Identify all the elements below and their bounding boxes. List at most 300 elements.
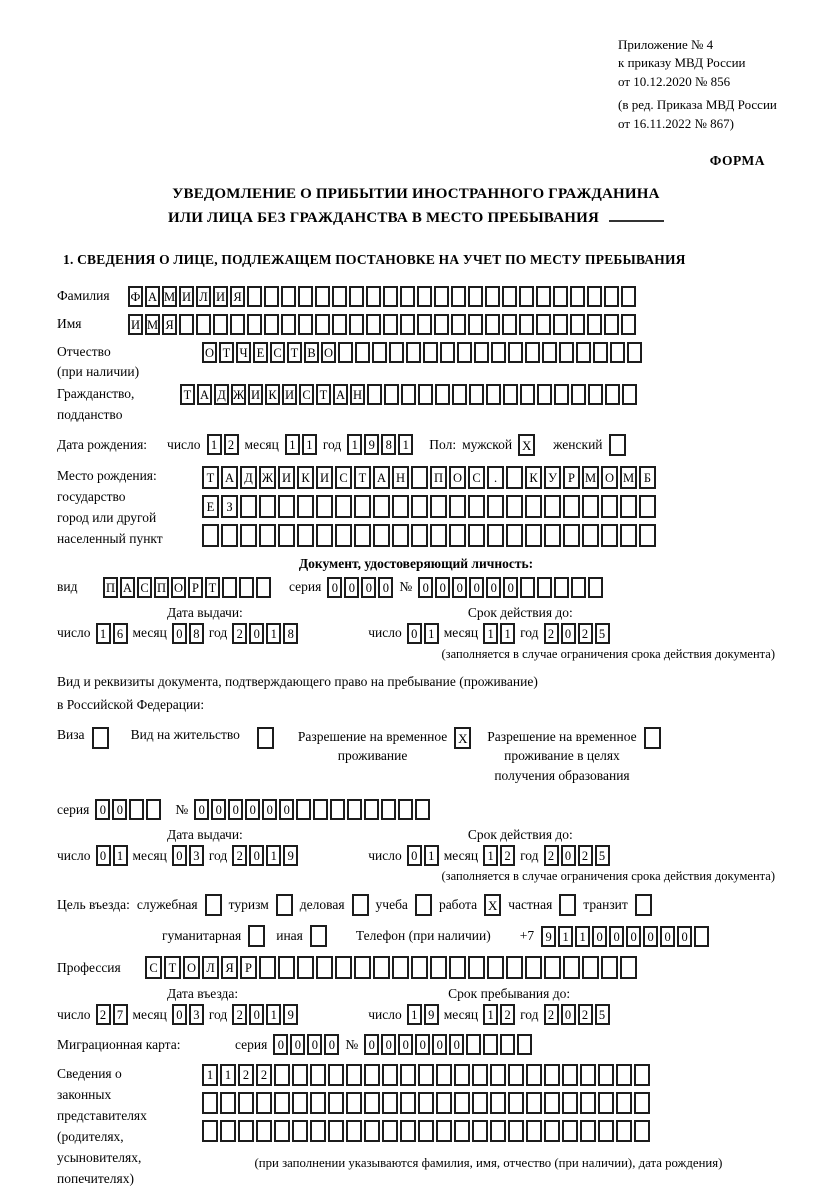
char-cell[interactable]: [315, 286, 330, 307]
char-cell[interactable]: [468, 495, 485, 518]
char-cell[interactable]: [430, 495, 447, 518]
char-cell[interactable]: [610, 342, 625, 363]
char-cell[interactable]: [520, 384, 535, 405]
char-cell[interactable]: [129, 799, 144, 820]
char-cell[interactable]: [468, 956, 485, 979]
char-cell[interactable]: [247, 286, 262, 307]
char-cell[interactable]: [582, 524, 599, 547]
char-cell[interactable]: [519, 314, 534, 335]
char-cell[interactable]: [278, 956, 295, 979]
char-cell[interactable]: [474, 342, 489, 363]
char-cell[interactable]: [587, 314, 602, 335]
char-cell[interactable]: 1: [424, 623, 439, 644]
char-cell[interactable]: Е: [253, 342, 268, 363]
char-cell[interactable]: [544, 1120, 560, 1142]
char-cell[interactable]: [417, 314, 432, 335]
char-cell[interactable]: [383, 286, 398, 307]
char-cell[interactable]: А: [221, 466, 238, 489]
char-cell[interactable]: [563, 495, 580, 518]
char-cell[interactable]: [220, 1092, 236, 1114]
char-cell[interactable]: 9: [364, 434, 379, 455]
char-cell[interactable]: 3: [189, 845, 204, 866]
checkbox-cell[interactable]: [415, 894, 432, 916]
char-cell[interactable]: [436, 1120, 452, 1142]
char-cell[interactable]: [537, 384, 552, 405]
char-cell[interactable]: [315, 314, 330, 335]
char-cell[interactable]: [502, 314, 517, 335]
char-cell[interactable]: [468, 524, 485, 547]
char-cell[interactable]: Б: [639, 466, 656, 489]
char-cell[interactable]: У: [544, 466, 561, 489]
char-cell[interactable]: О: [202, 342, 217, 363]
char-cell[interactable]: [622, 384, 637, 405]
char-cell[interactable]: [621, 314, 636, 335]
char-cell[interactable]: [502, 286, 517, 307]
char-cell[interactable]: П: [430, 466, 447, 489]
char-cell[interactable]: 0: [449, 1034, 464, 1055]
char-cell[interactable]: З: [221, 495, 238, 518]
char-cell[interactable]: [487, 524, 504, 547]
char-cell[interactable]: 5: [595, 845, 610, 866]
char-cell[interactable]: [310, 1120, 326, 1142]
char-cell[interactable]: [451, 314, 466, 335]
char-cell[interactable]: [536, 286, 551, 307]
char-cell[interactable]: С: [468, 466, 485, 489]
char-cell[interactable]: [430, 956, 447, 979]
char-cell[interactable]: 2: [232, 1004, 247, 1025]
char-cell[interactable]: [526, 1064, 542, 1086]
char-cell[interactable]: [364, 799, 379, 820]
char-cell[interactable]: Р: [563, 466, 580, 489]
char-cell[interactable]: [230, 314, 245, 335]
char-cell[interactable]: [542, 342, 557, 363]
char-cell[interactable]: С: [299, 384, 314, 405]
char-cell[interactable]: И: [179, 286, 194, 307]
char-cell[interactable]: [620, 495, 637, 518]
char-cell[interactable]: К: [265, 384, 280, 405]
char-cell[interactable]: Н: [392, 466, 409, 489]
char-cell[interactable]: [278, 524, 295, 547]
char-cell[interactable]: [372, 342, 387, 363]
char-cell[interactable]: [490, 1092, 506, 1114]
char-cell[interactable]: [256, 1120, 272, 1142]
char-cell[interactable]: [526, 1092, 542, 1114]
char-cell[interactable]: 8: [189, 623, 204, 644]
char-cell[interactable]: 1: [285, 434, 300, 455]
char-cell[interactable]: [355, 342, 370, 363]
char-cell[interactable]: [525, 956, 542, 979]
char-cell[interactable]: 2: [500, 1004, 515, 1025]
char-cell[interactable]: А: [145, 286, 160, 307]
char-cell[interactable]: О: [171, 577, 186, 598]
char-cell[interactable]: [373, 524, 390, 547]
char-cell[interactable]: Д: [240, 466, 257, 489]
char-cell[interactable]: 0: [95, 799, 110, 820]
char-cell[interactable]: [593, 342, 608, 363]
char-cell[interactable]: [601, 956, 618, 979]
char-cell[interactable]: [274, 1120, 290, 1142]
char-cell[interactable]: Я: [162, 314, 177, 335]
char-cell[interactable]: [430, 524, 447, 547]
char-cell[interactable]: [281, 314, 296, 335]
char-cell[interactable]: [454, 1064, 470, 1086]
char-cell[interactable]: [298, 314, 313, 335]
char-cell[interactable]: [418, 1120, 434, 1142]
char-cell[interactable]: 0: [249, 845, 264, 866]
char-cell[interactable]: [503, 384, 518, 405]
char-cell[interactable]: [537, 577, 552, 598]
temporary-checkbox[interactable]: [454, 727, 471, 749]
char-cell[interactable]: [553, 314, 568, 335]
char-cell[interactable]: Д: [214, 384, 229, 405]
char-cell[interactable]: 1: [398, 434, 413, 455]
checkbox-cell[interactable]: [559, 894, 576, 916]
char-cell[interactable]: [440, 342, 455, 363]
char-cell[interactable]: [349, 286, 364, 307]
char-cell[interactable]: [392, 495, 409, 518]
char-cell[interactable]: 0: [592, 926, 607, 947]
char-cell[interactable]: И: [128, 314, 143, 335]
char-cell[interactable]: 0: [677, 926, 692, 947]
char-cell[interactable]: 0: [626, 926, 641, 947]
char-cell[interactable]: [616, 1092, 632, 1114]
char-cell[interactable]: [400, 1120, 416, 1142]
char-cell[interactable]: [292, 1120, 308, 1142]
char-cell[interactable]: [457, 342, 472, 363]
char-cell[interactable]: [316, 956, 333, 979]
char-cell[interactable]: [544, 524, 561, 547]
char-cell[interactable]: 5: [595, 1004, 610, 1025]
char-cell[interactable]: 2: [578, 623, 593, 644]
checkbox-cell[interactable]: [92, 727, 109, 749]
char-cell[interactable]: 0: [279, 799, 294, 820]
char-cell[interactable]: [423, 342, 438, 363]
char-cell[interactable]: [310, 1092, 326, 1114]
char-cell[interactable]: 0: [96, 845, 111, 866]
char-cell[interactable]: Ж: [231, 384, 246, 405]
char-cell[interactable]: [274, 1064, 290, 1086]
char-cell[interactable]: [259, 524, 276, 547]
char-cell[interactable]: [598, 1064, 614, 1086]
char-cell[interactable]: [525, 524, 542, 547]
checkbox-cell[interactable]: [352, 894, 369, 916]
char-cell[interactable]: [487, 495, 504, 518]
char-cell[interactable]: [238, 1092, 254, 1114]
char-cell[interactable]: [483, 1034, 498, 1055]
char-cell[interactable]: [259, 956, 276, 979]
purpose-work-checkbox[interactable]: [484, 894, 501, 916]
char-cell[interactable]: [562, 1120, 578, 1142]
char-cell[interactable]: И: [316, 466, 333, 489]
char-cell[interactable]: [328, 1064, 344, 1086]
char-cell[interactable]: 0: [486, 577, 501, 598]
checkbox-cell[interactable]: X: [484, 894, 501, 916]
char-cell[interactable]: [196, 314, 211, 335]
char-cell[interactable]: [472, 1092, 488, 1114]
char-cell[interactable]: [627, 342, 642, 363]
char-cell[interactable]: [256, 577, 271, 598]
char-cell[interactable]: [281, 286, 296, 307]
char-cell[interactable]: [486, 384, 501, 405]
char-cell[interactable]: 2: [544, 845, 559, 866]
char-cell[interactable]: [544, 1064, 560, 1086]
char-cell[interactable]: 2: [578, 1004, 593, 1025]
char-cell[interactable]: [401, 384, 416, 405]
char-cell[interactable]: [587, 286, 602, 307]
char-cell[interactable]: 0: [290, 1034, 305, 1055]
char-cell[interactable]: Т: [205, 577, 220, 598]
char-cell[interactable]: 2: [96, 1004, 111, 1025]
char-cell[interactable]: 2: [578, 845, 593, 866]
char-cell[interactable]: [297, 495, 314, 518]
char-cell[interactable]: [588, 384, 603, 405]
char-cell[interactable]: [389, 342, 404, 363]
char-cell[interactable]: 2: [232, 845, 247, 866]
char-cell[interactable]: Р: [240, 956, 257, 979]
checkbox-cell[interactable]: [310, 925, 327, 947]
char-cell[interactable]: Я: [221, 956, 238, 979]
char-cell[interactable]: [354, 956, 371, 979]
char-cell[interactable]: [381, 799, 396, 820]
char-cell[interactable]: [436, 1064, 452, 1086]
checkbox-cell[interactable]: [635, 894, 652, 916]
char-cell[interactable]: [472, 1120, 488, 1142]
char-cell[interactable]: [264, 314, 279, 335]
char-cell[interactable]: 2: [544, 1004, 559, 1025]
char-cell[interactable]: [490, 1120, 506, 1142]
char-cell[interactable]: [310, 1064, 326, 1086]
char-cell[interactable]: 1: [483, 1004, 498, 1025]
char-cell[interactable]: С: [137, 577, 152, 598]
char-cell[interactable]: М: [582, 466, 599, 489]
char-cell[interactable]: [297, 956, 314, 979]
char-cell[interactable]: [580, 1064, 596, 1086]
char-cell[interactable]: [417, 286, 432, 307]
purpose-business-checkbox[interactable]: [352, 894, 369, 916]
char-cell[interactable]: [451, 286, 466, 307]
char-cell[interactable]: 0: [432, 1034, 447, 1055]
char-cell[interactable]: [449, 524, 466, 547]
char-cell[interactable]: [449, 956, 466, 979]
char-cell[interactable]: [485, 314, 500, 335]
char-cell[interactable]: 9: [424, 1004, 439, 1025]
char-cell[interactable]: [332, 314, 347, 335]
char-cell[interactable]: 1: [266, 845, 281, 866]
char-cell[interactable]: А: [197, 384, 212, 405]
char-cell[interactable]: [338, 342, 353, 363]
char-cell[interactable]: 0: [415, 1034, 430, 1055]
char-cell[interactable]: [384, 384, 399, 405]
char-cell[interactable]: [639, 524, 656, 547]
char-cell[interactable]: [621, 286, 636, 307]
char-cell[interactable]: [571, 577, 586, 598]
char-cell[interactable]: [364, 1120, 380, 1142]
char-cell[interactable]: [382, 1064, 398, 1086]
char-cell[interactable]: [544, 495, 561, 518]
char-cell[interactable]: 0: [469, 577, 484, 598]
char-cell[interactable]: [472, 1064, 488, 1086]
char-cell[interactable]: Л: [202, 956, 219, 979]
char-cell[interactable]: 5: [595, 623, 610, 644]
char-cell[interactable]: [179, 314, 194, 335]
char-cell[interactable]: [604, 286, 619, 307]
char-cell[interactable]: 1: [207, 434, 222, 455]
char-cell[interactable]: [525, 342, 540, 363]
char-cell[interactable]: И: [213, 286, 228, 307]
checkbox-cell[interactable]: [257, 727, 274, 749]
char-cell[interactable]: 0: [194, 799, 209, 820]
char-cell[interactable]: [418, 384, 433, 405]
char-cell[interactable]: [570, 314, 585, 335]
char-cell[interactable]: [544, 1092, 560, 1114]
char-cell[interactable]: 1: [483, 623, 498, 644]
residence-checkbox[interactable]: [257, 727, 274, 749]
char-cell[interactable]: Т: [164, 956, 181, 979]
char-cell[interactable]: [202, 524, 219, 547]
char-cell[interactable]: [221, 524, 238, 547]
char-cell[interactable]: [400, 286, 415, 307]
checkbox-cell[interactable]: X: [518, 434, 535, 456]
char-cell[interactable]: [364, 1092, 380, 1114]
char-cell[interactable]: [634, 1092, 650, 1114]
char-cell[interactable]: К: [297, 466, 314, 489]
char-cell[interactable]: [316, 524, 333, 547]
char-cell[interactable]: [582, 956, 599, 979]
char-cell[interactable]: [562, 1064, 578, 1086]
char-cell[interactable]: [563, 524, 580, 547]
char-cell[interactable]: [415, 799, 430, 820]
char-cell[interactable]: [434, 286, 449, 307]
char-cell[interactable]: [398, 799, 413, 820]
checkbox-cell[interactable]: [248, 925, 265, 947]
char-cell[interactable]: [588, 577, 603, 598]
char-cell[interactable]: [332, 286, 347, 307]
char-cell[interactable]: [335, 956, 352, 979]
char-cell[interactable]: 0: [407, 845, 422, 866]
char-cell[interactable]: [571, 384, 586, 405]
char-cell[interactable]: 6: [113, 623, 128, 644]
char-cell[interactable]: [500, 1034, 515, 1055]
purpose-other-checkbox[interactable]: [310, 925, 327, 947]
char-cell[interactable]: Т: [202, 466, 219, 489]
purpose-tourism-checkbox[interactable]: [276, 894, 293, 916]
char-cell[interactable]: [411, 956, 428, 979]
char-cell[interactable]: [490, 1064, 506, 1086]
char-cell[interactable]: [506, 524, 523, 547]
char-cell[interactable]: 1: [113, 845, 128, 866]
char-cell[interactable]: 1: [407, 1004, 422, 1025]
char-cell[interactable]: 1: [220, 1064, 236, 1086]
char-cell[interactable]: С: [270, 342, 285, 363]
char-cell[interactable]: О: [183, 956, 200, 979]
char-cell[interactable]: 0: [398, 1034, 413, 1055]
char-cell[interactable]: [392, 524, 409, 547]
char-cell[interactable]: [487, 956, 504, 979]
char-cell[interactable]: 0: [344, 577, 359, 598]
char-cell[interactable]: Т: [316, 384, 331, 405]
char-cell[interactable]: [347, 799, 362, 820]
char-cell[interactable]: Ч: [236, 342, 251, 363]
char-cell[interactable]: 9: [283, 1004, 298, 1025]
char-cell[interactable]: [400, 1064, 416, 1086]
char-cell[interactable]: [508, 1120, 524, 1142]
char-cell[interactable]: [264, 286, 279, 307]
char-cell[interactable]: [468, 286, 483, 307]
char-cell[interactable]: [508, 1064, 524, 1086]
char-cell[interactable]: [239, 577, 254, 598]
purpose-official-checkbox[interactable]: [205, 894, 222, 916]
char-cell[interactable]: О: [321, 342, 336, 363]
char-cell[interactable]: [616, 1064, 632, 1086]
char-cell[interactable]: И: [278, 466, 295, 489]
char-cell[interactable]: [400, 314, 415, 335]
char-cell[interactable]: [382, 1120, 398, 1142]
char-cell[interactable]: [146, 799, 161, 820]
char-cell[interactable]: [491, 342, 506, 363]
char-cell[interactable]: 0: [435, 577, 450, 598]
char-cell[interactable]: Е: [202, 495, 219, 518]
char-cell[interactable]: [506, 495, 523, 518]
char-cell[interactable]: И: [282, 384, 297, 405]
char-cell[interactable]: [436, 1092, 452, 1114]
char-cell[interactable]: О: [601, 466, 618, 489]
char-cell[interactable]: 9: [283, 845, 298, 866]
char-cell[interactable]: [469, 384, 484, 405]
char-cell[interactable]: 1: [558, 926, 573, 947]
char-cell[interactable]: 1: [424, 845, 439, 866]
char-cell[interactable]: [220, 1120, 236, 1142]
char-cell[interactable]: А: [120, 577, 135, 598]
char-cell[interactable]: [297, 524, 314, 547]
char-cell[interactable]: [298, 286, 313, 307]
char-cell[interactable]: [202, 1120, 218, 1142]
char-cell[interactable]: [620, 956, 637, 979]
char-cell[interactable]: [346, 1092, 362, 1114]
char-cell[interactable]: 1: [302, 434, 317, 455]
char-cell[interactable]: [525, 495, 542, 518]
char-cell[interactable]: [601, 524, 618, 547]
char-cell[interactable]: Т: [287, 342, 302, 363]
char-cell[interactable]: [605, 384, 620, 405]
char-cell[interactable]: 0: [361, 577, 376, 598]
char-cell[interactable]: [634, 1120, 650, 1142]
char-cell[interactable]: [354, 495, 371, 518]
char-cell[interactable]: [553, 286, 568, 307]
char-cell[interactable]: [411, 495, 428, 518]
char-cell[interactable]: [259, 495, 276, 518]
char-cell[interactable]: [354, 524, 371, 547]
char-cell[interactable]: Т: [354, 466, 371, 489]
char-cell[interactable]: Т: [219, 342, 234, 363]
checkbox-cell[interactable]: [609, 434, 626, 456]
char-cell[interactable]: Ф: [128, 286, 143, 307]
char-cell[interactable]: 0: [378, 577, 393, 598]
char-cell[interactable]: 0: [561, 1004, 576, 1025]
char-cell[interactable]: 0: [609, 926, 624, 947]
char-cell[interactable]: .: [487, 466, 504, 489]
char-cell[interactable]: Т: [180, 384, 195, 405]
char-cell[interactable]: [373, 956, 390, 979]
char-cell[interactable]: [202, 1092, 218, 1114]
char-cell[interactable]: [508, 1092, 524, 1114]
char-cell[interactable]: 1: [202, 1064, 218, 1086]
char-cell[interactable]: 0: [245, 799, 260, 820]
char-cell[interactable]: 0: [381, 1034, 396, 1055]
purpose-private-checkbox[interactable]: [559, 894, 576, 916]
char-cell[interactable]: [335, 524, 352, 547]
char-cell[interactable]: С: [145, 956, 162, 979]
purpose-transit-checkbox[interactable]: [635, 894, 652, 916]
